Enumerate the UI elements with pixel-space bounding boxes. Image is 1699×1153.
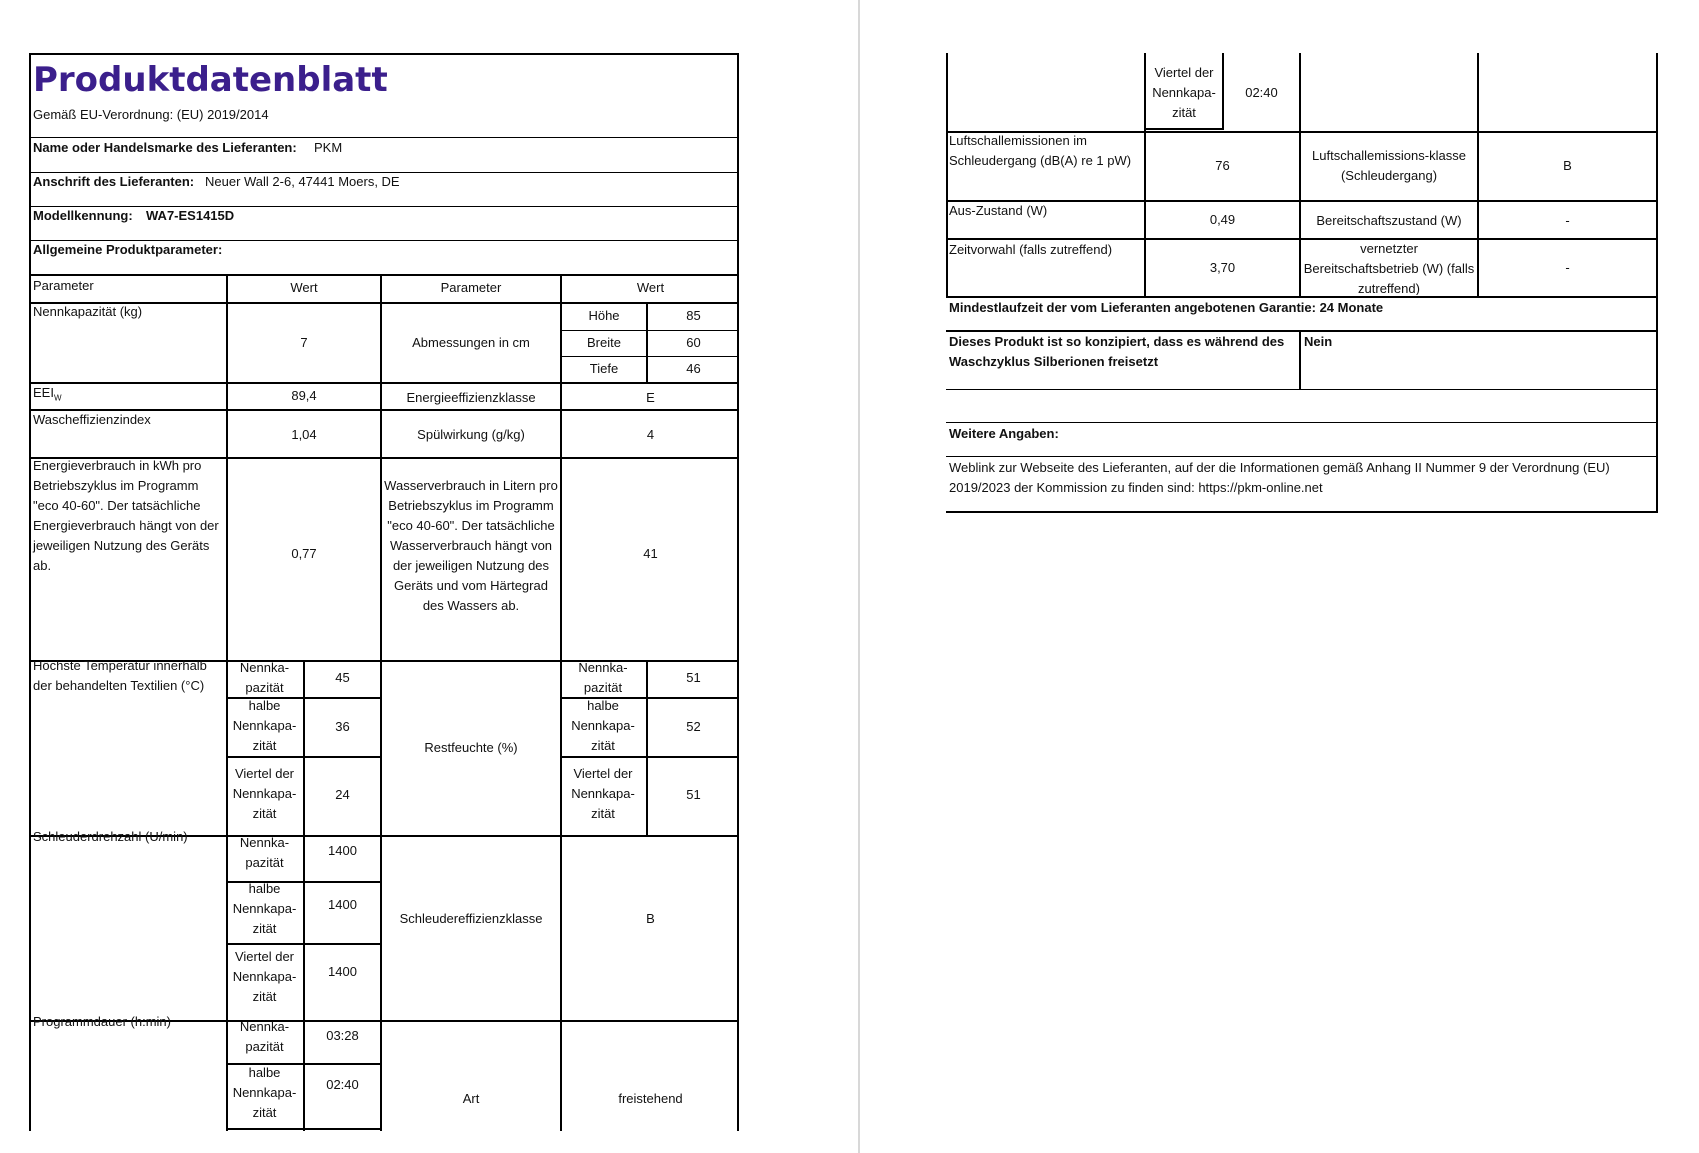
noise-value: 76 bbox=[1215, 158, 1230, 173]
supplier-address-label: Anschrift des Lieferanten: bbox=[33, 174, 195, 189]
moisture-full-value: 51 bbox=[686, 670, 701, 685]
eei-label: $EEI_W$ bbox=[33, 385, 62, 403]
col-header-param-2: Parameter bbox=[440, 280, 502, 295]
dimensions-label: Abmessungen in cm bbox=[412, 335, 530, 350]
duration-label: Programmdauer (h:min) bbox=[33, 1014, 171, 1029]
depth-value: 46 bbox=[686, 361, 701, 376]
spin-quarter-value: 1400 bbox=[328, 964, 357, 979]
supplier-address-value: Neuer Wall 2-6, 47441 Moers, DE bbox=[205, 174, 400, 189]
moisture-half-value: 52 bbox=[686, 719, 701, 734]
washing-efficiency-value: 1,04 bbox=[291, 427, 317, 442]
spin-class-value: B bbox=[646, 911, 655, 926]
general-params-label: Allgemeine Produktparameter: bbox=[33, 242, 223, 257]
supplier-name-label: Name oder Handelsmarke des Lieferanten: bbox=[33, 140, 297, 155]
duration-full-load-label: Nennka-pazität bbox=[239, 1019, 290, 1054]
page-title: Produktdatenblatt bbox=[33, 60, 388, 100]
temperature-label: Höchste Temperatur innerhalb der behandelten Textilien (°C) bbox=[33, 658, 207, 693]
spin-speed-label: Schleuderdrehzahl (U/min) bbox=[33, 829, 188, 844]
energy-consumption-value: 0,77 bbox=[291, 546, 317, 561]
spin-full-value: 1400 bbox=[328, 843, 357, 858]
type-label: Art bbox=[462, 1091, 480, 1106]
duration-quarter-load-label: Viertel der Nennkapa-zität bbox=[1152, 65, 1216, 120]
energy-class-value: E bbox=[646, 390, 655, 405]
model-value: WA7-ES1415D bbox=[146, 208, 235, 223]
width-label: Breite bbox=[587, 335, 621, 350]
model-label: Modellkennung: bbox=[33, 208, 133, 223]
moisture-quarter-load-label: Viertel der Nennkapa-zität bbox=[571, 766, 635, 821]
spin-half-load-label: halbe Nennkapa-zität bbox=[232, 881, 297, 936]
spin-quarter-load-label: Viertel der Nennkapa-zität bbox=[232, 949, 297, 1004]
moisture-full-load-label: Nennka-pazität bbox=[578, 660, 628, 695]
water-consumption-value: 41 bbox=[643, 546, 658, 561]
washing-efficiency-label: Wascheffizienzindex bbox=[33, 412, 151, 427]
col-header-value-1: Wert bbox=[290, 280, 318, 295]
type-value: freistehend bbox=[618, 1091, 683, 1106]
energy-consumption-label: Energieverbrauch in kWh pro Betriebszyklus im Programm "eco 40-60". Der tatsächliche Energieverbrauch hängt von der jeweiligen Nutzung des Geräts ab. bbox=[33, 458, 219, 573]
delay-start-value: 3,70 bbox=[1209, 260, 1236, 275]
noise-class-label: Luftschallemissions-klasse (Schleudergang) bbox=[1312, 148, 1466, 183]
noise-class-value: B bbox=[1563, 158, 1572, 173]
depth-label: Tiefe bbox=[589, 361, 619, 376]
supplier-name-value: PKM bbox=[314, 140, 343, 155]
energy-class-label: Energieeffizienzklasse bbox=[406, 390, 536, 405]
more-info-label: Weitere Angaben: bbox=[949, 426, 1059, 441]
height-label: Höhe bbox=[588, 308, 620, 323]
duration-full-value: 03:28 bbox=[326, 1028, 359, 1043]
standby-value: - bbox=[1565, 213, 1570, 228]
temperature-quarter-load-label: Viertel der Nennkapa-zität bbox=[232, 766, 297, 821]
page-divider bbox=[858, 0, 860, 1153]
regulation-text: Gemäß EU-Verordnung: (EU) 2019/2014 bbox=[33, 107, 269, 122]
warranty-text: Mindestlaufzeit der vom Lieferanten angebotenen Garantie: 24 Monate bbox=[949, 300, 1384, 315]
standby-label: Bereitschaftszustand (W) bbox=[1316, 213, 1462, 228]
capacity-value: 7 bbox=[300, 335, 308, 350]
temperature-quarter-value: 24 bbox=[335, 787, 350, 802]
eei-value: 89,4 bbox=[291, 388, 317, 403]
col-header-value-2: Wert bbox=[636, 280, 665, 295]
duration-quarter-value: 02:40 bbox=[1245, 85, 1278, 100]
duration-half-value: 02:40 bbox=[326, 1077, 359, 1092]
silver-ions-value: Nein bbox=[1304, 334, 1333, 349]
off-mode-label: Aus-Zustand (W) bbox=[949, 203, 1048, 218]
rinsing-value: 4 bbox=[646, 427, 655, 442]
height-value: 85 bbox=[686, 308, 701, 323]
temperature-half-load-label: halbe Nennkapa-zität bbox=[232, 698, 297, 753]
noise-label: Luftschallemissionen im Schleudergang (dB(A) re 1 pW) bbox=[949, 133, 1132, 168]
moisture-label: Restfeuchte (%) bbox=[424, 740, 518, 755]
spin-class-label: Schleudereffizienzklasse bbox=[399, 911, 543, 926]
temperature-half-value: 36 bbox=[335, 719, 350, 734]
networked-standby-label: vernetzter Bereitschaftsbetrieb (W) (falls zutreffend) bbox=[1303, 241, 1475, 295]
duration-half-load-label: halbe Nennkapa-zität bbox=[232, 1065, 297, 1120]
water-consumption-label: Wasserverbrauch in Litern pro Betriebszyklus im Programm "eco 40-60". Der tatsächliche Wasserverbrauch hängt von der jeweiligen Nutzung des Geräts und vom Härtegrad des Wassers ab. bbox=[384, 478, 558, 613]
networked-standby-value: - bbox=[1565, 260, 1570, 275]
width-value: 60 bbox=[686, 335, 701, 350]
moisture-quarter-value: 51 bbox=[686, 787, 701, 802]
col-header-param-1: Parameter bbox=[33, 278, 94, 293]
weblink-text: Weblink zur Webseite des Lieferanten, auf der die Informationen gemäß Anhang II Nummer 9 der Verordnung (EU) 2019/2023 der Kommission zu finden sind: https://pkm-online.net bbox=[949, 460, 1610, 495]
off-mode-value: 0,49 bbox=[1209, 212, 1236, 227]
temperature-full-load-label: Nennka-pazität bbox=[239, 660, 290, 695]
spin-half-value: 1400 bbox=[328, 897, 357, 912]
spin-full-load-label: Nennka-pazität bbox=[239, 835, 290, 870]
moisture-half-load-label: halbe Nennkapa-zität bbox=[571, 698, 635, 753]
capacity-label: Nennkapazität (kg) bbox=[33, 304, 143, 319]
silver-ions-label: Dieses Produkt ist so konzipiert, dass es während des Waschzyklus Silberionen freisetzt bbox=[949, 334, 1285, 369]
rinsing-label: Spülwirkung (g/kg) bbox=[417, 427, 525, 442]
temperature-full-value: 45 bbox=[335, 670, 350, 685]
delay-start-label: Zeitvorwahl (falls zutreffend) bbox=[949, 242, 1113, 257]
